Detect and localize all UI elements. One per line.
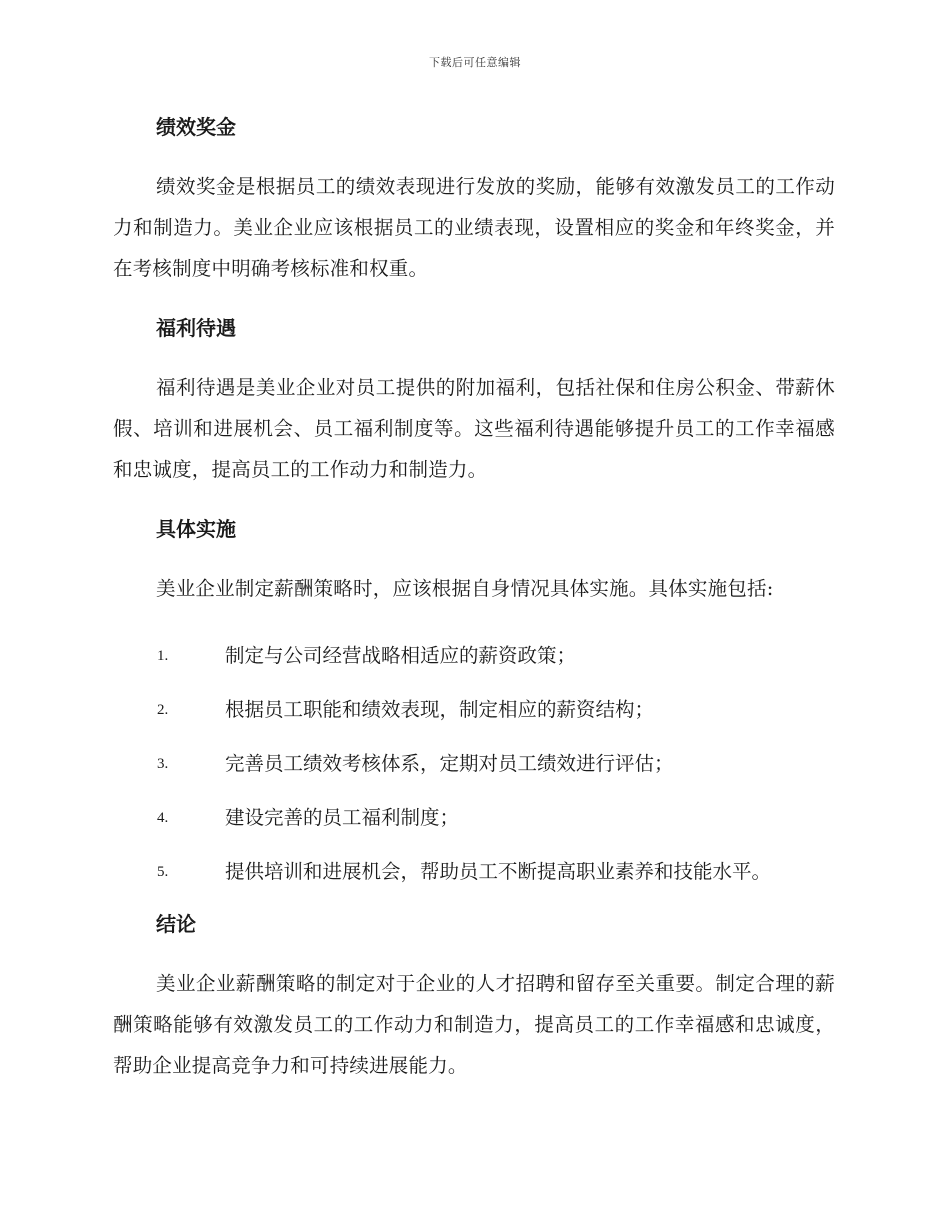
list-item-text: 建设完善的员工福利制度； <box>225 806 460 829</box>
section-heading-conclusion: 结论 <box>156 912 196 936</box>
list-item-text: 提供培训和进展机会，帮助员工不断提高职业素养和技能水平。 <box>225 860 772 883</box>
section-paragraph-implementation: 美业企业制定薪酬策略时，应该根据自身情况具体实施。具体实施包括: <box>156 577 774 600</box>
list-item-text: 完善员工绩效考核体系，定期对员工绩效进行评估； <box>225 752 674 775</box>
list-item <box>113 791 835 845</box>
section-heading-benefits: 福利待遇 <box>156 316 236 340</box>
list-item-text: 制定与公司经营战略相适应的薪资政策； <box>225 644 577 667</box>
list-item <box>113 737 835 791</box>
list-item <box>113 683 835 737</box>
list-item <box>113 629 835 683</box>
list-item-number: 4. <box>157 810 169 826</box>
list-item-number: 5. <box>157 864 169 880</box>
list-item-number: 1. <box>157 648 169 664</box>
section-paragraph-benefits: 福利待遇是美业企业对员工提供的附加福利，包括社保和住房公积金、带薪休假、培训和进展机会、员工福利制度等。这些福利待遇能够提升员工的工作幸福感和忠诚度，提高员工的工作动力和制造力。 <box>113 376 835 481</box>
list-item-text: 根据员工职能和绩效表现，制定相应的薪资结构； <box>225 698 655 721</box>
list-item-number: 3. <box>157 756 169 772</box>
implementation-list <box>113 629 835 899</box>
page-header-note: 下载后可任意编辑 <box>429 56 521 69</box>
section-heading-performance-bonus: 绩效奖金 <box>156 115 236 139</box>
list-item-number: 2. <box>157 702 169 718</box>
list-item <box>113 845 835 899</box>
section-heading-implementation: 具体实施 <box>156 517 236 541</box>
section-paragraph-conclusion: 美业企业薪酬策略的制定对于企业的人才招聘和留存至关重要。制定合理的薪酬策略能够有效激发员工的工作动力和制造力，提高员工的工作幸福感和忠诚度，帮助企业提高竞争力和可持续进展能力。 <box>113 972 835 1077</box>
document-body <box>113 112 835 1086</box>
section-paragraph-performance-bonus: 绩效奖金是根据员工的绩效表现进行发放的奖励，能够有效激发员工的工作动力和制造力。美业企业应该根据员工的业绩表现，设置相应的奖金和年终奖金，并在考核制度中明确考核标准和权重。 <box>113 175 835 280</box>
